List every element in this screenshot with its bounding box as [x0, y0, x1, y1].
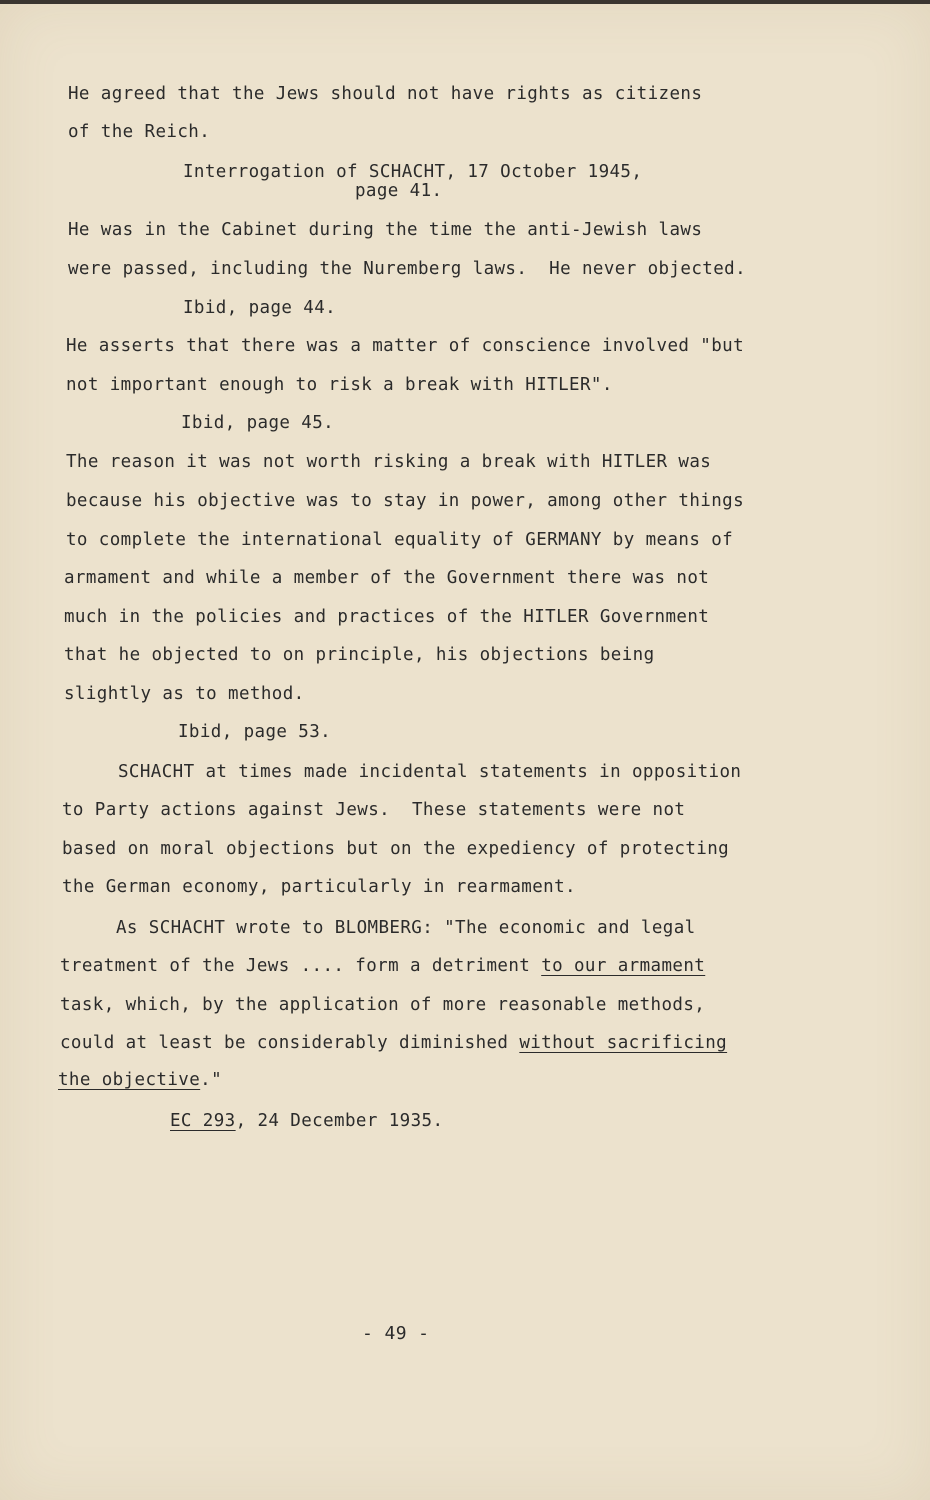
text-line: to Party actions against Jews. These statements were not — [62, 800, 686, 820]
text-line: task, which, by the application of more reasonable methods, — [60, 995, 706, 1015]
page-top-edge — [0, 0, 930, 4]
text-line: that he objected to on principle, his objections being — [64, 645, 655, 665]
text-line: armament and while a member of the Government there was not — [64, 568, 710, 588]
text-segment: treatment of the Jews .... form a detriment — [60, 956, 542, 976]
page-number: - 49 - — [362, 1323, 430, 1344]
citation-line: Interrogation of SCHACHT, 17 October 1945, — [183, 162, 643, 182]
text-line: of the Reich. — [68, 122, 211, 142]
citation-line: page 41. — [355, 181, 443, 201]
underlined-text: the objective — [58, 1070, 201, 1090]
text-segment: , 24 December 1935. — [235, 1111, 444, 1131]
text-line: the German economy, particularly in rearmament. — [62, 877, 576, 897]
text-line: SCHACHT at times made incidental statements in opposition — [118, 762, 742, 782]
text-line — [60, 956, 705, 976]
text-line: As SCHACHT wrote to BLOMBERG: "The economic and legal — [116, 918, 696, 938]
text-segment: could at least be considerably diminished — [60, 1033, 520, 1053]
text-line: because his objective was to stay in power, among other things — [66, 491, 745, 511]
underlined-text: without sacrificing — [519, 1033, 728, 1053]
text-line: slightly as to method. — [64, 684, 305, 704]
text-line: were passed, including the Nuremberg laws. He never objected. — [68, 259, 747, 279]
citation-line: Ibid, page 44. — [183, 298, 337, 318]
text-line — [58, 1070, 222, 1090]
text-line: much in the policies and practices of the HITLER Government — [64, 607, 710, 627]
text-segment: ." — [200, 1070, 223, 1090]
text-line: based on moral objections but on the expediency of protecting — [62, 839, 730, 859]
citation-line: Ibid, page 53. — [178, 722, 332, 742]
text-line — [60, 1033, 727, 1053]
underlined-text: to our armament — [541, 956, 706, 976]
text-line: He was in the Cabinet during the time the anti-Jewish laws — [68, 220, 703, 240]
citation-line — [170, 1111, 443, 1131]
text-line: The reason it was not worth risking a break with HITLER was — [66, 452, 712, 472]
text-line: He asserts that there was a matter of conscience involved "but — [66, 336, 745, 356]
text-line: to complete the international equality of GERMANY by means of — [66, 530, 734, 550]
document-reference: EC 293 — [170, 1111, 236, 1131]
text-line: He agreed that the Jews should not have rights as citizens — [68, 84, 703, 104]
text-line: not important enough to risk a break with HITLER". — [66, 375, 613, 395]
citation-line: Ibid, page 45. — [181, 413, 335, 433]
